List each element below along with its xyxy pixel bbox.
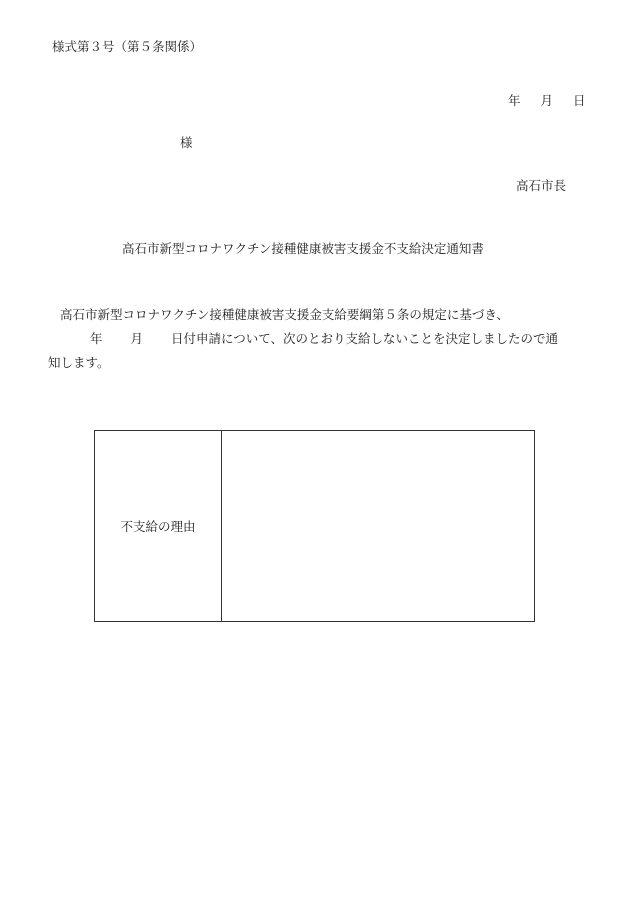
body-line-3: 知します。 — [48, 355, 110, 370]
body-line-2-rest: 日付申請について、次のとおり支給しないことを決定しましたので通 — [171, 331, 559, 346]
issuer-name: 高石市長 — [516, 178, 567, 193]
date-month-label: 月 — [540, 93, 554, 108]
addressee-honorific: 様 — [180, 135, 193, 150]
document-title: 高石市新型コロナワクチン接種健康被害支援金不支給決定通知書 — [122, 241, 484, 256]
form-number: 様式第３号（第５条関係） — [52, 39, 203, 54]
date-day-label: 日 — [573, 93, 586, 108]
body-line-2 — [48, 327, 588, 351]
body-text — [48, 303, 588, 375]
body-year-label: 年 — [90, 331, 103, 346]
reason-table — [94, 430, 535, 622]
reason-label-cell — [95, 431, 222, 621]
date-line — [488, 95, 586, 108]
reason-label: 不支給の理由 — [120, 519, 196, 534]
date-year-label: 年 — [508, 93, 521, 108]
reason-value-cell — [222, 431, 534, 621]
body-month-label: 月 — [130, 331, 144, 346]
body-line-1: 高石市新型コロナワクチン接種健康被害支援金支給要綱第５条の規定に基づき、 — [60, 307, 509, 322]
